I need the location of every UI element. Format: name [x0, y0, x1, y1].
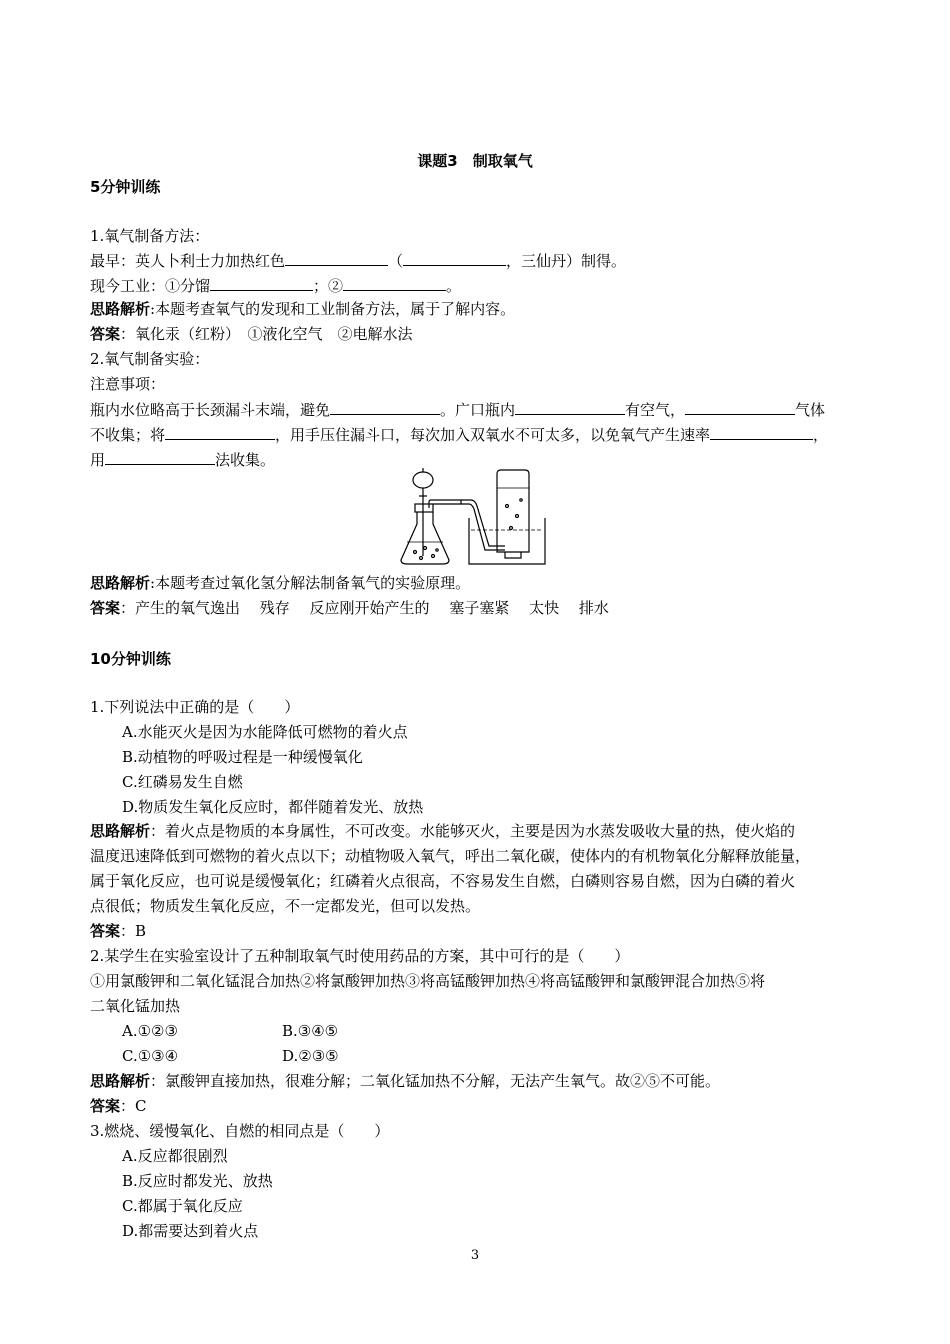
t3-option-a: A.反应都很剧烈	[122, 1147, 228, 1165]
t2-option-d: D.②③⑤	[282, 1047, 339, 1065]
q1-analysis: 思路解析:本题考查氧气的发现和工业制备方法，属于了解内容。	[90, 300, 516, 318]
blank[interactable]	[285, 250, 388, 266]
page-number: 3	[470, 1248, 480, 1263]
t2-line-3: 二氧化锰加热	[90, 997, 181, 1015]
blank[interactable]	[515, 399, 625, 415]
t3-option-c: C.都属于氧化反应	[122, 1197, 243, 1215]
t2-answer: 答案：C	[90, 1097, 147, 1115]
q1-answer: 答案：氧化汞（红粉） ①液化空气 ②电解水法	[90, 325, 413, 343]
t1-analysis-line-2: 温度迅速降低到可燃物的着火点以下；动植物吸入氧气，呼出二氧化碳，使体内的有机物氧化分解释放能量，	[90, 847, 811, 865]
q2-heading: 2.氧气制备实验：	[90, 350, 210, 368]
blank[interactable]	[105, 449, 215, 465]
t2-option-a: A.①②③	[122, 1022, 178, 1040]
oxygen-apparatus-figure	[393, 466, 553, 568]
blank[interactable]	[685, 399, 795, 415]
blank[interactable]	[343, 275, 446, 291]
t1-analysis-line-3: 属于氧化反应，也可说是缓慢氧化；红磷着火点很高，不容易发生自燃，白磷则容易自燃，因为白磷的着火	[90, 872, 796, 890]
q1-line-industry: 现今工业：①分馏 ；② 。	[90, 277, 462, 295]
t1-option-c: C.红磷易发生自燃	[122, 773, 243, 791]
q1-heading: 1.氧气制备方法：	[90, 227, 210, 245]
q2-line-3: 用 法收集。	[90, 451, 276, 469]
t1-option-a: A.水能灭火是因为水能降低可燃物的着火点	[122, 723, 408, 741]
t1-analysis-line-4: 点很低；物质发生氧化反应，不一定都发光，但可以发热。	[90, 897, 481, 915]
t3-stem: 3.燃烧、缓慢氧化、自燃的相同点是（ ）	[90, 1122, 390, 1140]
t1-stem: 1.下列说法中正确的是（ ）	[90, 698, 300, 716]
blank[interactable]	[403, 250, 506, 266]
t1-answer: 答案：B	[90, 922, 147, 940]
t2-option-c: C.①③④	[122, 1047, 179, 1065]
blank[interactable]	[330, 399, 440, 415]
blank[interactable]	[710, 424, 813, 440]
t2-analysis: 思路解析：氯酸钾直接加热，很难分解；二氧化锰加热不分解，无法产生氧气。故②⑤不可能。	[90, 1072, 721, 1090]
q1-line-earliest: 最早：英人卜利士力加热红色 （ ，三仙丹）制得。	[90, 252, 627, 270]
t2-stem: 2.某学生在实验室设计了五种制取氧气时使用药品的方案，其中可行的是（ ）	[90, 947, 630, 965]
section-heading-5min: 5分钟训练	[90, 178, 161, 196]
q2-answer: 答案：产生的氧气逸出 残存 反应刚开始产生的 塞子塞紧 太快 排水	[90, 599, 609, 617]
page-title: 课题3 制取氧气	[417, 152, 533, 170]
blank[interactable]	[165, 424, 275, 440]
q2-line-1: 瓶内水位略高于长颈漏斗末端，避免 。广口瓶内 有空气， 气体	[90, 401, 826, 419]
q2-notes-label: 注意事项：	[90, 375, 166, 393]
section-heading-10min: 10分钟训练	[90, 650, 171, 668]
q2-analysis: 思路解析:本题考查过氧化氢分解法制备氧气的实验原理。	[90, 574, 471, 592]
t1-option-d: D.物质发生氧化反应时，都伴随着发光、放热	[122, 798, 424, 816]
t3-option-d: D.都需要达到着火点	[122, 1222, 259, 1240]
t1-analysis-line-1: 思路解析：着火点是物质的本身属性，不可改变。水能够灭火，主要是因为水蒸发吸收大量的热，使火焰的	[90, 822, 796, 840]
t2-option-b: B.③④⑤	[282, 1022, 339, 1040]
t3-option-b: B.反应时都发光、放热	[122, 1172, 273, 1190]
blank[interactable]	[210, 275, 313, 291]
t2-line-2: ①用氯酸钾和二氧化锰混合加热②将氯酸钾加热③将高锰酸钾加热④将高锰酸钾和氯酸钾混合加热⑤将	[90, 972, 766, 990]
t1-option-b: B.动植物的呼吸过程是一种缓慢氧化	[122, 748, 363, 766]
q2-line-2: 不收集；将 ，用手压住漏斗口，每次加入双氧水不可太多，以免氧气产生速率 ，	[90, 426, 829, 444]
